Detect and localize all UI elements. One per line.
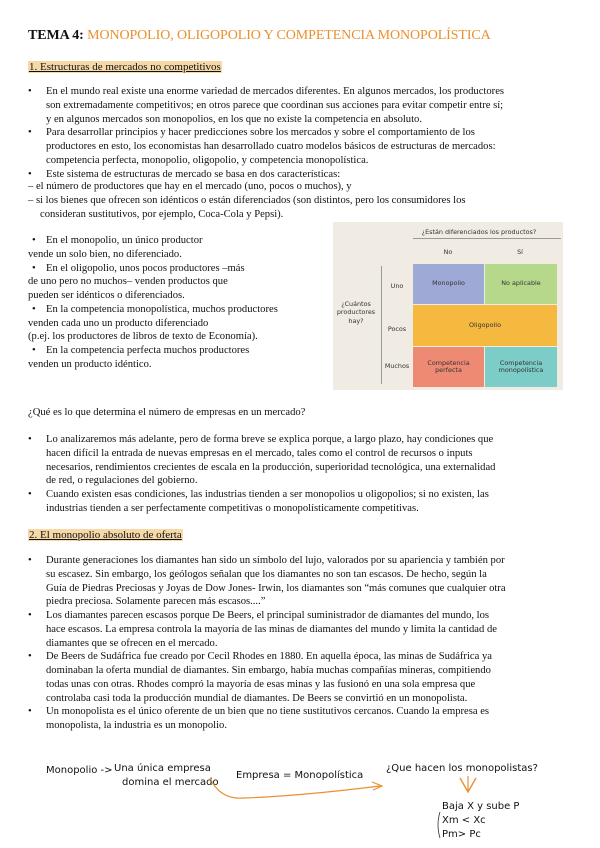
note-una-unica: Una única empresa <box>114 763 211 774</box>
s2-bullet-4: • Un monopolista es el único oferente de un bien que no tiene sustitutivos cercanos. Cuando la empresa es monopolista, la industria es un monopolio. <box>28 706 490 732</box>
section1-heading-text: 1. Estructuras de mercados no competitivos <box>29 61 221 73</box>
cell-monopolio: Monopolio <box>413 264 484 304</box>
s1b2-bullet-2: • Cuando existen esas condiciones, las industrias tienden a ser monopolios u oligopolios; si no existen, las industrias tienden a ser perfectamente competitivas o monopolísticamente competitivas. <box>28 489 489 514</box>
bullet-dot: • <box>28 86 32 97</box>
market-line: • En el monopolio, un único productor <box>32 235 203 246</box>
s2-bullet-3: • De Beers de Sudáfrica fue creado por Cecil Rhodes en 1880. En aquella época, las minas de Sudáfrica ya dominaban la oferta mundial de diamantes. Sin embargo, había muchas compañías mineras, compitiendo todas unas con otras. Rhodes compró la mayoría de esas minas y las fusionó en una sola empresa que controlaba casi toda la producción mundial de diamantes. De Beers se convirtió en un monopolista. <box>28 651 492 704</box>
market-line: vende un solo bien, no diferenciado. <box>28 248 182 260</box>
chart-col-no: No <box>443 248 453 256</box>
market-line: venden un producto idéntico. <box>28 358 152 370</box>
title-colon: : <box>79 28 84 43</box>
market-line: pueden ser idénticos o diferenciados. <box>28 290 185 302</box>
note-l3: Pm> Pc <box>442 829 481 840</box>
note-que-hacen: ¿Que hacen los monopolistas? <box>386 763 538 774</box>
title-rest: MONOPOLIO, OLIGOPOLIO Y COMPETENCIA MONOPOLÍSTICA <box>83 28 491 43</box>
market-line: • En el oligopolio, unos pocos productores –más <box>32 262 245 274</box>
line: y en algunos mercados son monopolios, en los que no existe la competencia en absoluto. <box>46 113 422 125</box>
note-empresa: Empresa = Monopolística <box>236 770 364 781</box>
s1b2-bullet-1: • Lo analizaremos más adelante, pero de forma breve se explica porque, a largo plazo, hay condiciones que hacen difícil la entrada de nuevas empresas en el mercado, tales como el control de recursos o inputs necesarios, rendimientos crecientes de escala en la producción, superioridad tecnológica, una externalidad de red, o regulaciones del gobierno. <box>28 434 496 487</box>
dash-line-2b: consideran sustitutivos, por ejemplo, Coca-Cola y Pepsi). <box>40 209 284 220</box>
market-line: de uno pero no muchos– venden productos que <box>28 276 228 288</box>
title-tema: TEMA 4 <box>28 28 80 43</box>
dash-line-2a: – si los bienes que ofrecen son idénticos o están diferenciados (son distintos, pero los consumidores los <box>28 195 466 206</box>
line: Para desarrollar principios y hacer predicciones sobre los mercados y sobre el comportamiento de los <box>46 127 475 139</box>
curve-arrow <box>210 778 380 798</box>
market-line: • En la competencia monopolística, muchos productores <box>32 303 278 315</box>
dash-line-1: – el número de productores que hay en el mercado (uno, pocos o muchos), y <box>28 181 352 192</box>
section2-heading-text: 2. El monopolio absoluto de oferta <box>29 529 182 541</box>
line: En el mundo real existe una enorme variedad de mercados diferentes. En algunos mercados, los productores <box>46 86 505 97</box>
line: competencia perfecta, monopolio, oligopolio, y competencia monopolística. <box>46 154 369 166</box>
note-l2: Xm < Xc <box>442 815 486 826</box>
line: son extremadamente competitivos; en otros parece que coordinan sus acciones para evitar competir entre sí; <box>46 99 504 111</box>
cell-competencia-perfecta: Competencia perfecta <box>413 347 484 387</box>
chart-col-si: Sí <box>517 248 523 256</box>
note-domina: domina el mercado <box>122 777 219 788</box>
bullet-dot: • <box>28 168 32 180</box>
chart-left-question: ¿Cuántos productores hay? <box>336 300 376 325</box>
chart-row-muchos: Muchos <box>384 362 410 370</box>
market-line: venden cada uno un producto diferenciado <box>28 317 209 329</box>
bracket <box>438 812 440 838</box>
chart-row-pocos: Pocos <box>387 325 407 333</box>
bullet-dot: • <box>28 127 32 139</box>
cell-no-aplicable: No aplicable <box>485 264 557 304</box>
market-line: (p.ej. los productores de libros de texto de Economía). <box>28 331 258 343</box>
cell-competencia-monopolistica: Competencia monopolística <box>485 347 557 387</box>
note-monopolio: Monopolio -> <box>46 765 113 776</box>
s2-bullet-2: • Los diamantes parecen escasos porque De Beers, el principal suministrador de diamantes del mundo, los hace escasos. La empresa controla la mayoría de las minas de diamantes del mundo y limita la cantidad de diamantes que se ofrecen en el mercado. <box>28 610 497 649</box>
s2-bullet-1: • Durante generaciones los diamantes han sido un símbolo del lujo, valorados por su apariencia y también por su escasez. Sin embargo, los geólogos señalan que los diamantes no son tan escasos. De hecho, según la Guía de Piedras Preciosas y Joyas de Dow Jones- Irwin, los diamantes son “más comunes que cualquier otra piedra preciosa. Solamente parecen más escasos....” <box>28 555 506 608</box>
market-line: • En la competencia perfecta muchos productores <box>32 345 250 357</box>
chart-top-question: ¿Están diferenciados los productos? <box>421 228 537 236</box>
line: productores en esto, los economistas han desarrollado cuatro modelos básicos de estructuras de mercados: <box>46 141 496 153</box>
question-line: ¿Qué es lo que determina el número de empresas en un mercado? <box>28 407 306 418</box>
chart-row-uno: Uno <box>390 282 404 290</box>
note-l1: Baja X y sube P <box>442 801 520 812</box>
line: Este sistema de estructuras de mercado se basa en dos características: <box>46 168 341 180</box>
cell-oligopolio: Oligopolio <box>413 305 557 346</box>
